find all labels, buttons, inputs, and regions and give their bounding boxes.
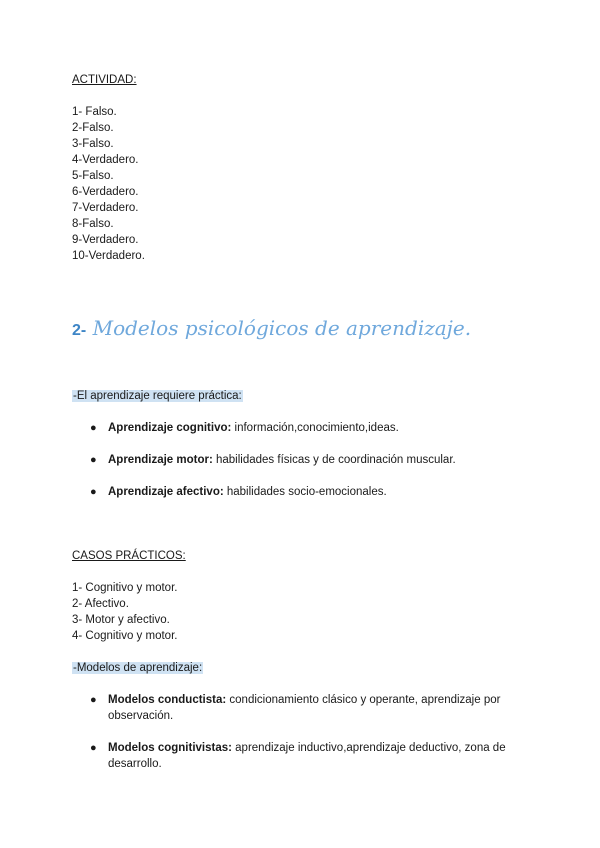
- casos-title: CASOS PRÁCTICOS:: [72, 550, 186, 562]
- practica-intro: [72, 388, 243, 404]
- actividad-answer: 3-Falso.: [72, 138, 114, 150]
- list-item: [90, 740, 540, 772]
- section-title: Modelos psicológicos de aprendizaje.: [92, 316, 472, 340]
- item-term: Aprendizaje motor:: [108, 454, 213, 466]
- casos-answer: 3- Motor y afectivo.: [72, 614, 170, 626]
- item-desc: habilidades socio-emocionales.: [223, 486, 387, 498]
- bullet-icon: ●: [90, 422, 97, 434]
- item-term: Modelos conductista:: [108, 694, 227, 706]
- actividad-answer: 8-Falso.: [72, 218, 114, 230]
- casos-answer: 4- Cognitivo y motor.: [72, 630, 178, 642]
- section-number: 2-: [72, 322, 87, 339]
- modelos-intro: [72, 660, 203, 676]
- item-term: Aprendizaje afectivo:: [108, 486, 224, 498]
- actividad-answer: 9-Verdadero.: [72, 234, 139, 246]
- casos-answer: 2- Afectivo.: [72, 598, 129, 610]
- actividad-answer: 4-Verdadero.: [72, 154, 139, 166]
- actividad-answer: 2-Falso.: [72, 122, 114, 134]
- section-heading: [72, 316, 471, 340]
- item-desc: habilidades físicas y de coordinación muscular.: [212, 454, 456, 466]
- list-item: [90, 692, 540, 724]
- item-desc: aprendizaje inductivo,aprendizaje deductivo, zona de desarrollo.: [108, 742, 506, 770]
- casos-answer: 1- Cognitivo y motor.: [72, 582, 178, 594]
- actividad-answer: 1- Falso.: [72, 106, 117, 118]
- modelos-intro-text: -Modelos de aprendizaje:: [73, 662, 203, 674]
- item-desc: condicionamiento clásico y operante, aprendizaje por observación.: [108, 694, 501, 722]
- list-item: [90, 420, 540, 436]
- bullet-icon: ●: [90, 694, 97, 706]
- bullet-icon: ●: [90, 486, 97, 498]
- bullet-icon: ●: [90, 742, 97, 754]
- practica-intro-text: -El aprendizaje requiere práctica:: [73, 390, 242, 402]
- actividad-title: ACTIVIDAD:: [72, 74, 137, 86]
- list-item: [90, 484, 540, 500]
- bullet-icon: ●: [90, 454, 97, 466]
- actividad-answer: 7-Verdadero.: [72, 202, 139, 214]
- actividad-answer: 10-Verdadero.: [72, 250, 145, 262]
- item-term: Modelos cognitivistas:: [108, 742, 232, 754]
- list-item: [90, 452, 540, 468]
- item-desc: información,conocimiento,ideas.: [231, 422, 399, 434]
- actividad-answer: 6-Verdadero.: [72, 186, 139, 198]
- item-term: Aprendizaje cognitivo:: [108, 422, 232, 434]
- actividad-answer: 5-Falso.: [72, 170, 114, 182]
